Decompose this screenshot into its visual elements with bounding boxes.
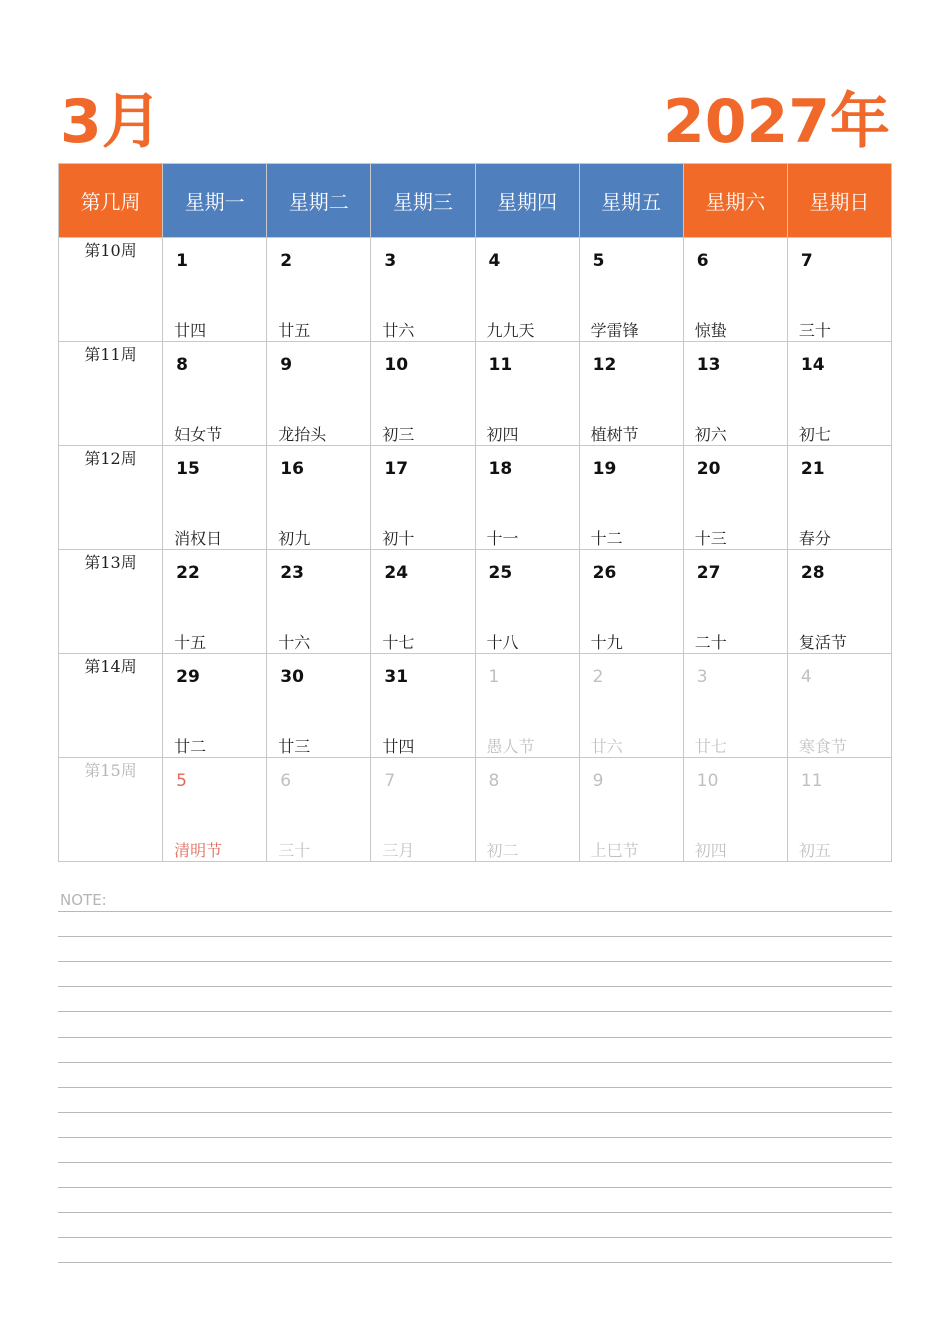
day-number: 26 [592,563,617,583]
header-sunday: 星期日 [787,164,891,238]
day-cell[interactable] [579,238,683,342]
month-title: 3月 [60,87,162,157]
day-cell[interactable] [267,758,371,862]
day-cell[interactable] [163,550,267,654]
day-number: 28 [800,563,825,583]
lunar-date-label: 春分 [798,529,831,548]
day-cell[interactable] [787,342,891,446]
notes-label: NOTE: [60,891,107,909]
lunar-date-label: 学雷锋 [590,321,639,340]
day-number: 30 [280,667,304,687]
day-number: 9 [280,355,293,375]
note-line[interactable] [58,1212,892,1213]
day-cell[interactable] [163,342,267,446]
day-cell[interactable] [683,342,787,446]
lunar-date-label: 十八 [486,633,519,652]
day-number: 6 [696,251,709,271]
week-row [59,238,892,342]
day-cell[interactable] [267,550,371,654]
lunar-date-label: 廿六 [590,737,623,756]
lunar-date-label: 十三 [694,529,727,548]
lunar-date-label: 廿四 [174,321,207,340]
lunar-date-label: 廿二 [174,737,207,756]
lunar-date-label: 初四 [486,425,519,444]
lunar-date-label: 十二 [590,529,623,548]
lunar-date-label: 上巳节 [590,841,639,860]
lunar-date-label: 廿五 [278,321,311,340]
day-number: 31 [384,667,409,687]
day-number: 15 [176,459,200,479]
day-number: 18 [488,459,513,479]
day-cell[interactable] [475,550,579,654]
lunar-date-label: 愚人节 [486,737,535,756]
day-number: 24 [384,563,409,583]
lunar-date-label: 十九 [590,633,623,652]
lunar-date-label: 廿三 [278,737,311,756]
lunar-date-label: 十六 [278,633,311,652]
day-number: 5 [592,251,605,271]
header-thursday: 星期四 [475,164,579,238]
day-cell[interactable] [787,238,891,342]
day-cell[interactable] [683,446,787,550]
day-cell[interactable] [371,550,475,654]
day-cell[interactable] [683,550,787,654]
week-row [59,550,892,654]
day-cell[interactable] [787,758,891,862]
day-number: 23 [280,563,304,583]
day-number: 2 [280,251,293,271]
lunar-date-label: 初十 [382,529,415,548]
lunar-date-label: 初九 [278,529,311,548]
day-cell[interactable] [787,550,891,654]
note-line[interactable] [58,1112,892,1113]
day-number: 5 [176,771,187,791]
lunar-date-label: 廿四 [382,737,415,756]
day-cell[interactable] [579,758,683,862]
day-number: 19 [592,459,617,479]
day-cell[interactable] [267,238,371,342]
week-number-label: 第12周 [59,446,163,550]
day-cell[interactable] [475,238,579,342]
lunar-date-label: 初四 [694,841,727,860]
header-wednesday: 星期三 [371,164,475,238]
day-number: 21 [800,459,825,479]
lunar-date-label: 龙抬头 [278,425,327,444]
note-line[interactable] [58,1062,892,1063]
day-cell[interactable] [683,238,787,342]
weekday-header-row [59,164,892,238]
day-cell[interactable] [579,654,683,758]
note-line[interactable] [58,1087,892,1088]
lunar-date-label: 三十 [798,321,831,340]
header-saturday: 星期六 [683,164,787,238]
day-number: 1 [488,667,500,687]
day-cell[interactable] [267,342,371,446]
day-cell[interactable] [371,446,475,550]
day-cell[interactable] [371,758,475,862]
day-number: 8 [488,771,500,791]
day-cell[interactable] [475,446,579,550]
lunar-date-label: 二十 [694,633,727,652]
day-cell[interactable] [163,238,267,342]
day-number: 27 [696,563,721,583]
day-cell[interactable] [787,654,891,758]
lunar-date-label: 十七 [382,633,415,652]
lunar-date-label: 寒食节 [798,737,847,756]
header-tuesday: 星期二 [267,164,371,238]
note-line[interactable] [58,936,892,937]
day-cell[interactable] [787,446,891,550]
day-cell[interactable] [163,446,267,550]
note-line[interactable] [58,1011,892,1012]
header-monday: 星期一 [163,164,267,238]
day-number: 7 [384,771,396,791]
day-cell[interactable] [683,654,787,758]
note-line[interactable] [58,961,892,962]
header-friday: 星期五 [579,164,683,238]
lunar-date-label: 清明节 [174,841,223,860]
day-cell[interactable] [579,550,683,654]
note-line[interactable] [58,1137,892,1138]
note-line[interactable] [58,986,892,987]
header-week-number: 第几周 [59,164,163,238]
week-row [59,342,892,446]
week-number-label: 第11周 [59,342,163,446]
day-number: 12 [592,355,617,375]
day-number: 25 [488,563,513,583]
week-number-label: 第14周 [59,654,163,758]
day-number: 2 [592,667,604,687]
day-number: 17 [384,459,409,479]
year-title: 2027年 [663,87,890,157]
day-cell[interactable] [371,238,475,342]
day-cell[interactable] [475,758,579,862]
day-cell[interactable] [267,654,371,758]
day-number: 10 [696,771,719,791]
week-row [59,654,892,758]
day-number: 10 [384,355,409,375]
day-cell[interactable] [371,342,475,446]
week-row [59,758,892,862]
lunar-date-label: 廿六 [382,321,415,340]
note-line[interactable] [58,1162,892,1163]
day-number: 1 [176,251,188,271]
week-number-label: 第10周 [59,238,163,342]
day-number: 13 [696,355,721,375]
day-number: 4 [488,251,501,271]
lunar-date-label: 初二 [486,841,519,860]
day-number: 22 [176,563,200,583]
lunar-date-label: 廿七 [694,737,727,756]
lunar-date-label: 三十 [278,841,311,860]
calendar-grid [58,163,892,862]
day-cell[interactable] [163,654,267,758]
lunar-date-label: 初三 [382,425,415,444]
lunar-date-label: 三月 [382,841,415,860]
lunar-date-label: 九九天 [486,321,535,340]
day-cell[interactable] [579,446,683,550]
day-number: 16 [280,459,304,479]
day-number: 3 [696,667,708,687]
lunar-date-label: 惊蛰 [694,321,727,340]
lunar-date-label: 初五 [798,841,831,860]
lunar-date-label: 初六 [694,425,727,444]
day-number: 9 [592,771,604,791]
day-number: 29 [176,667,200,687]
lunar-date-label: 十一 [486,529,519,548]
day-number: 11 [488,355,513,375]
lunar-date-label: 初七 [798,425,831,444]
day-cell[interactable] [371,654,475,758]
day-cell[interactable] [683,758,787,862]
lunar-date-label: 消权日 [174,529,223,548]
week-number-label: 第15周 [59,758,163,862]
week-row [59,446,892,550]
note-line[interactable] [58,1037,892,1038]
day-cell[interactable] [475,654,579,758]
lunar-date-label: 妇女节 [174,425,223,444]
day-number: 4 [800,667,812,687]
note-line[interactable] [58,1237,892,1238]
day-number: 7 [800,251,813,271]
lunar-date-label: 十五 [174,633,207,652]
day-number: 20 [696,459,721,479]
week-number-label: 第13周 [59,550,163,654]
day-number: 8 [176,355,188,375]
note-line[interactable] [58,911,892,912]
day-cell[interactable] [163,758,267,862]
day-number: 14 [800,355,825,375]
day-number: 6 [280,771,292,791]
lunar-date-label: 植树节 [590,425,639,444]
note-line[interactable] [58,1262,892,1263]
day-cell[interactable] [475,342,579,446]
lunar-date-label: 复活节 [798,633,847,652]
day-number: 3 [384,251,397,271]
day-number: 11 [800,771,823,791]
note-line[interactable] [58,1187,892,1188]
day-cell[interactable] [267,446,371,550]
day-cell[interactable] [579,342,683,446]
